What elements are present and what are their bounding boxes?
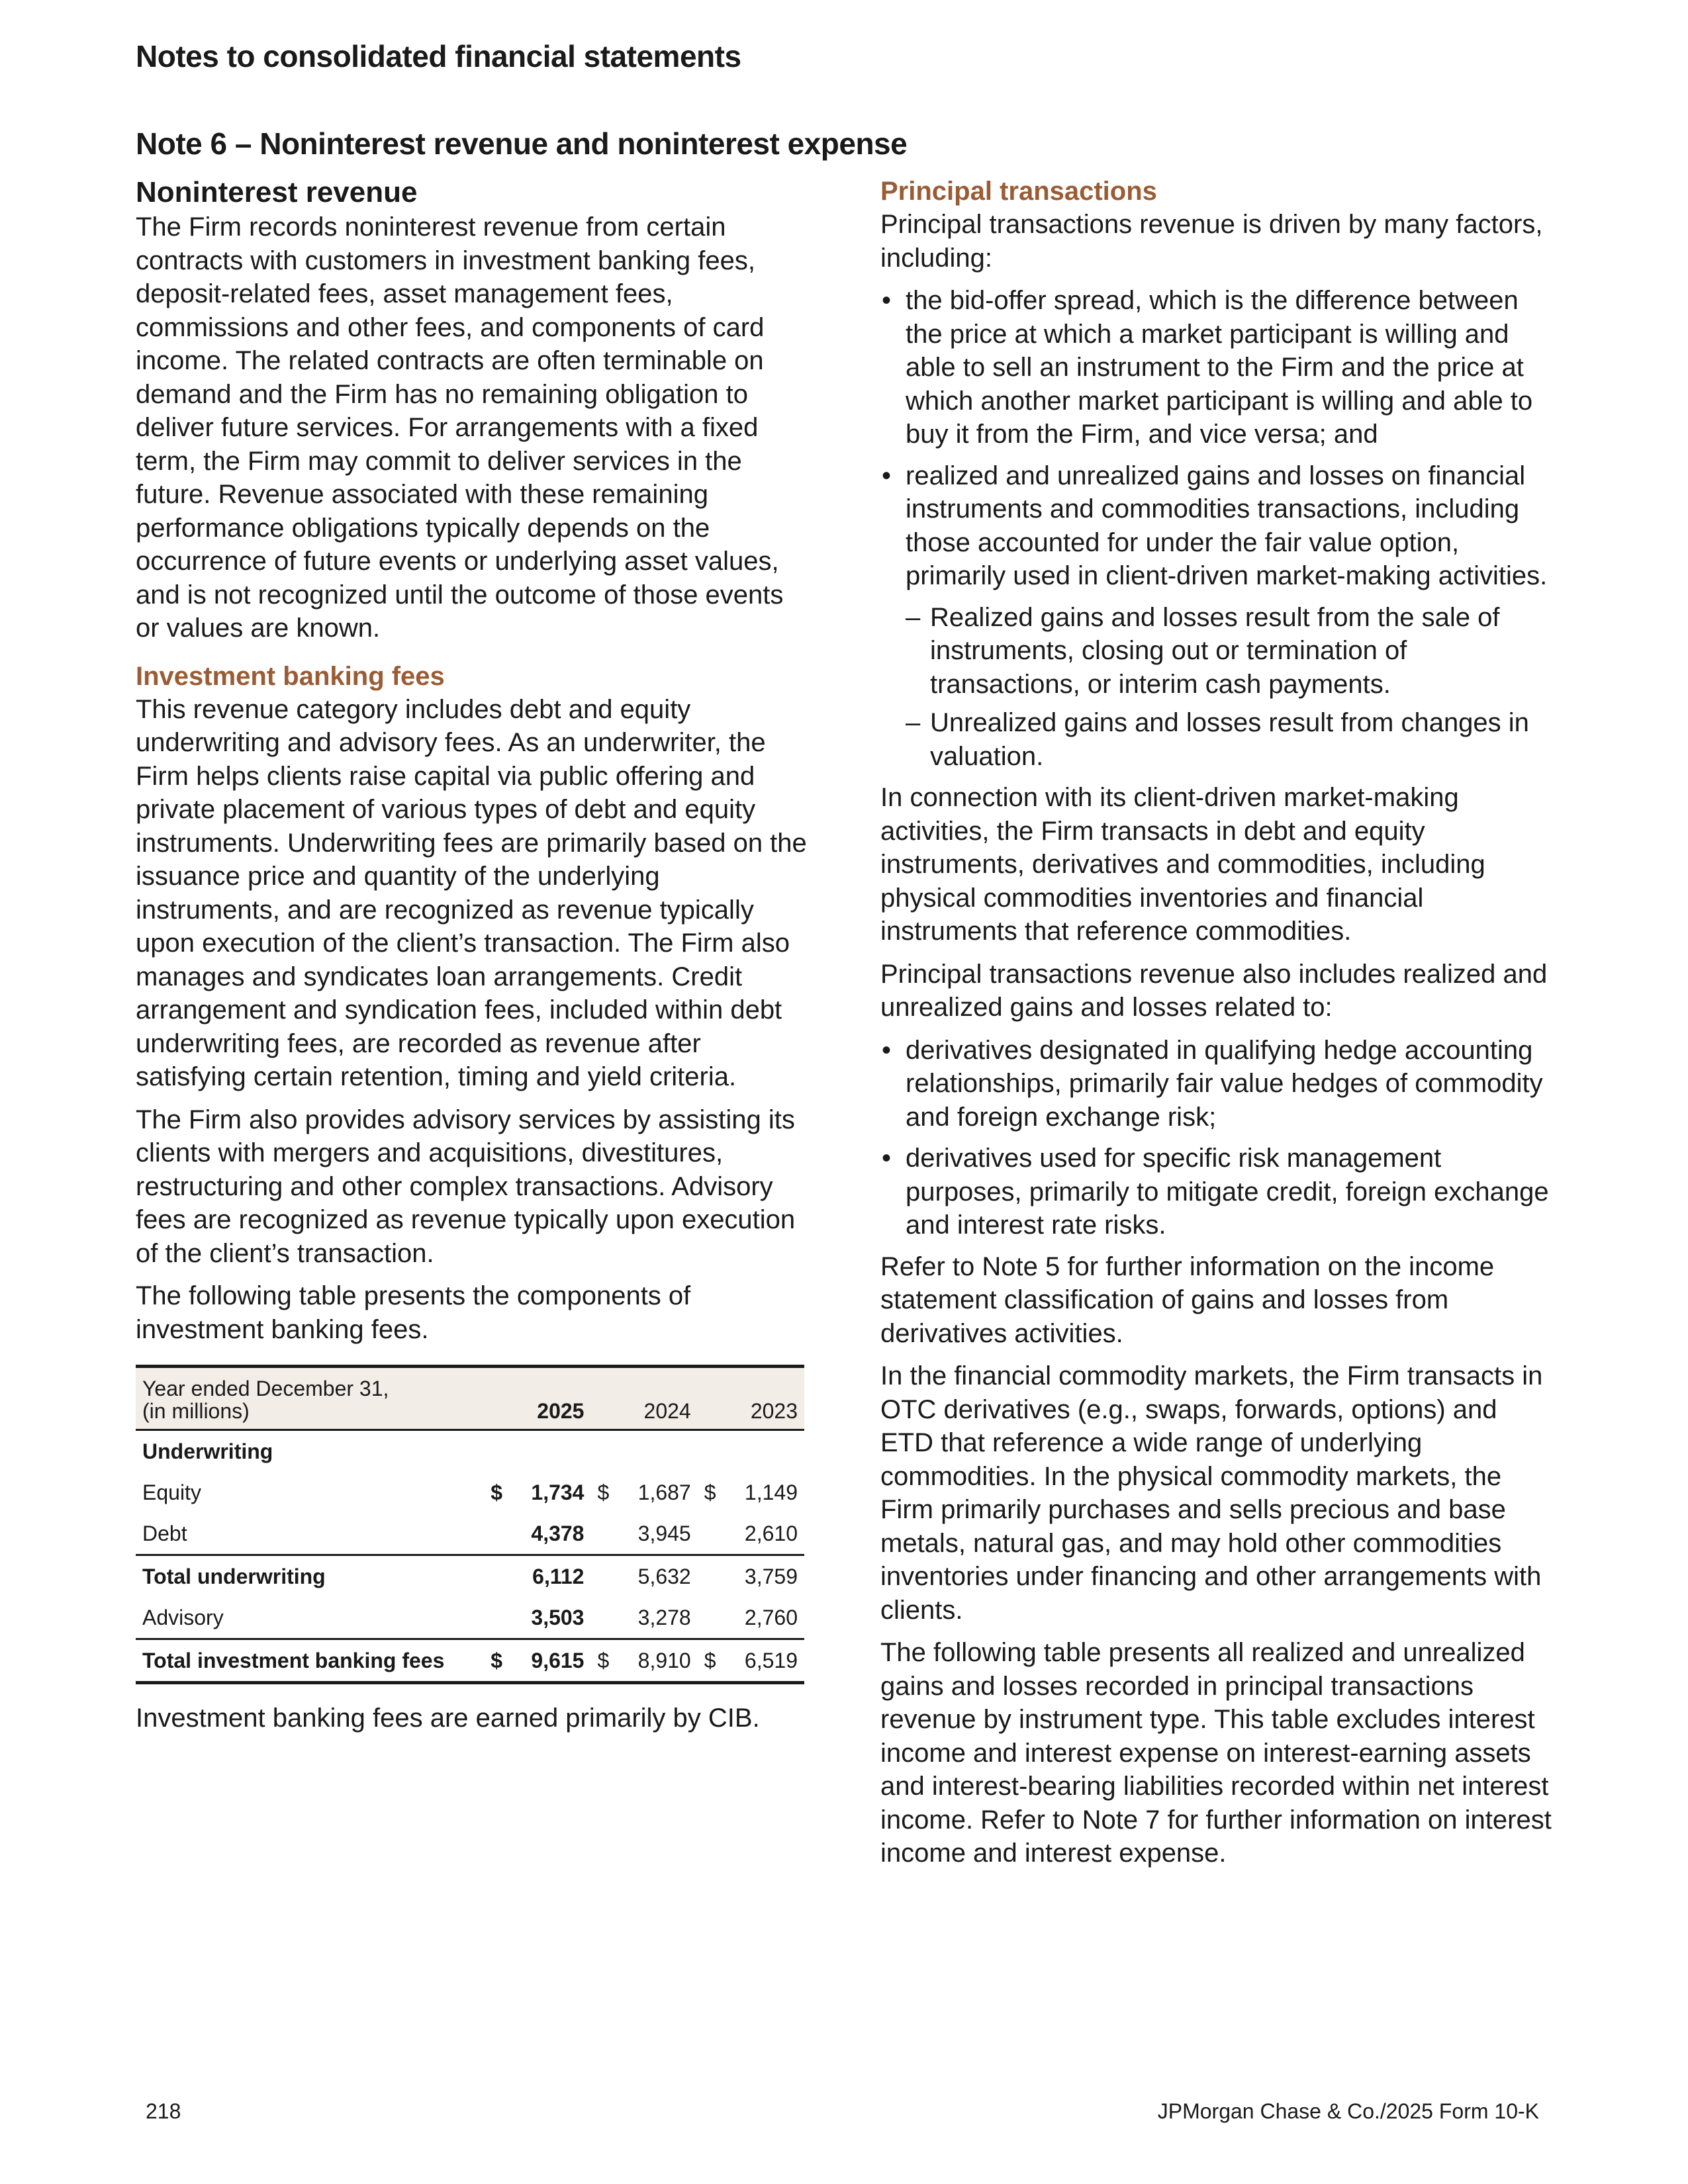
year-2024-header: 2024 [643,1399,691,1423]
pt-factors-list [880,284,1556,593]
ib-paragraph-3: The following table presents the components of investment banking fees. [136,1281,691,1344]
currency-symbol: $ [597,1480,610,1504]
table-header-line-1: Year ended December 31, [142,1377,389,1400]
right-column [880,173,1556,1880]
currency-symbol: $ [590,1639,610,1683]
underwriting-section-label: Underwriting [142,1439,273,1463]
section-row [136,1430,804,1473]
ib-paragraph-1: This revenue category includes debt and equity underwriting and advisory fees. As an underwriter, the Firm helps clients raise capital via public offering and private placement of various types of debt and equity instruments. Underwriting fees are primarily based on the issuance price and quantity of the underlying instruments, and are recognized as revenue typically upon execution of the client’s transaction. The Firm also manages and syndicates loan arrangements. Credit arrangement and syndication fees, included within debt underwriting fees, are recorded as revenue after satisfying certain retention, timing and yield criteria. [136,694,807,1091]
list-item: • the bid-offer spread, which is the difference between the price at which a market participant is willing and able to sell an instrument to the Firm and the price at which another market participant is willing and able to buy it from the Firm, and vice versa; and [880,284,1556,451]
pt-intro-paragraph: Principal transactions revenue is driven by many factors, including: [880,210,1543,273]
left-column [136,173,808,1745]
value-2023: 2,610 [744,1521,798,1545]
value-2025: 1,734 [531,1480,585,1504]
value-2023: 6,519 [718,1639,804,1683]
page-number: 218 [146,2099,181,2123]
currency-symbol: $ [704,1480,716,1504]
value-2024: 3,278 [637,1605,691,1629]
year-2025-header: 2025 [537,1399,585,1423]
currency-symbol: $ [698,1639,718,1683]
table-row [136,1513,804,1555]
value-2024: 1,687 [637,1480,691,1504]
principal-transactions-heading: Principal transactions [880,177,1157,206]
noninterest-revenue-paragraph: The Firm records noninterest revenue from certain contracts with customers in investment banking fees, deposit-related fees, asset management fees, commissions and other fees, and components of card income. The related contracts are often terminable on demand and the Firm has no remaining obligation to deliver future services. For arrangements with a fixed term, the Firm may commit to deliver services in the future. Revenue associated with these remaining performance obligations typically depends on the occurrence of future events or underlying asset values, and is not recognized until the outcome of those events or values are known. [136,212,784,643]
currency-symbol: $ [484,1639,504,1683]
pt-table-intro-paragraph: The following table presents all realized and unrealized gains and losses recorded in principal transactions revenue by instrument type. This table excludes interest income and interest expense on interest-earning assets and interest-bearing liabilities recorded within net interest income. Refer to Note 7 for further information on interest income and interest expense. [880,1638,1552,1868]
value-2024: 8,910 [610,1639,697,1683]
investment-banking-fees-heading: Investment banking fees [136,661,445,691]
value-2025: 3,503 [531,1605,585,1629]
table-header-label [136,1367,484,1430]
investment-banking-fees-table [136,1365,804,1684]
row-label: Total underwriting [136,1555,467,1598]
noninterest-revenue-heading: Noninterest revenue [136,176,418,208]
table-row [136,1555,804,1598]
gains-losses-sublist [880,601,1556,774]
page-header: Notes to consolidated financial statements [136,39,741,73]
value-2024: 5,632 [610,1555,697,1598]
value-2024: 3,945 [637,1521,691,1545]
table-row [136,1472,804,1513]
ib-closing-paragraph: Investment banking fees are earned primarily by CIB. [136,1704,760,1733]
derivatives-list [880,1034,1556,1242]
pt-also-paragraph: Principal transactions revenue also includes realized and unrealized gains and losses related to: [880,959,1548,1022]
table-header-row [136,1367,804,1430]
value-2025: 4,378 [531,1521,585,1545]
commodity-markets-paragraph: In the financial commodity markets, the Firm transacts in OTC derivatives (e.g., swaps, forwards, options) and ETD that reference a wide range of underlying commodities. In the physical commodity markets, the Firm primarily purchases and sells precious and base metals, natural gas, and may hold other commodities inventories under financing and other arrangements with clients. [880,1361,1543,1625]
list-item: • derivatives designated in qualifying hedge accounting relationships, primarily fair value hedges of commodity and foreign exchange risk; [880,1034,1556,1134]
ib-paragraph-2: The Firm also provides advisory services by assisting its clients with mergers and acquisitions, divestitures, restructuring and other complex transactions. Advisory fees are recognized as revenue typically upon execution of the client’s transaction. [136,1105,796,1268]
value-2025: 6,112 [504,1555,590,1598]
list-item: • realized and unrealized gains and losses on financial instruments and commodities transactions, including those accounted for under the fair value option, primarily used in client-driven market-making activities. [880,459,1556,593]
list-item: – Unrealized gains and losses result from changes in valuation. [880,706,1556,773]
market-making-paragraph: In connection with its client-driven market-making activities, the Firm transacts in debt and equity instruments, derivatives and commodities, including physical commodities inventories and financial instruments that reference commodities. [880,783,1485,946]
currency-symbol: $ [491,1480,503,1504]
year-2023-header: 2023 [750,1399,798,1423]
table-row [136,1639,804,1683]
row-label: Advisory [142,1605,224,1629]
row-label: Debt [142,1521,187,1545]
document-footer: JPMorgan Chase & Co./2025 Form 10-K [1157,2099,1539,2123]
list-item: • derivatives used for specific risk management purposes, primarily to mitigate credit, foreign exchange and interest rate risks. [880,1142,1556,1242]
list-item: – Realized gains and losses result from the sale of instruments, closing out or termination of transactions, or interim cash payments. [880,601,1556,702]
note-title: Note 6 – Noninterest revenue and noninterest expense [136,126,908,161]
value-2025: 9,615 [504,1639,590,1683]
value-2023: 1,149 [744,1480,798,1504]
row-label: Equity [142,1480,201,1504]
value-2023: 3,759 [718,1555,804,1598]
row-label: Total investment banking fees [136,1639,467,1683]
table-header-line-2: (in millions) [142,1399,250,1423]
value-2023: 2,760 [744,1605,798,1629]
refer-note-5-paragraph: Refer to Note 5 for further information on the income statement classification of gains and losses from derivatives activities. [880,1251,1495,1348]
table-row [136,1597,804,1639]
